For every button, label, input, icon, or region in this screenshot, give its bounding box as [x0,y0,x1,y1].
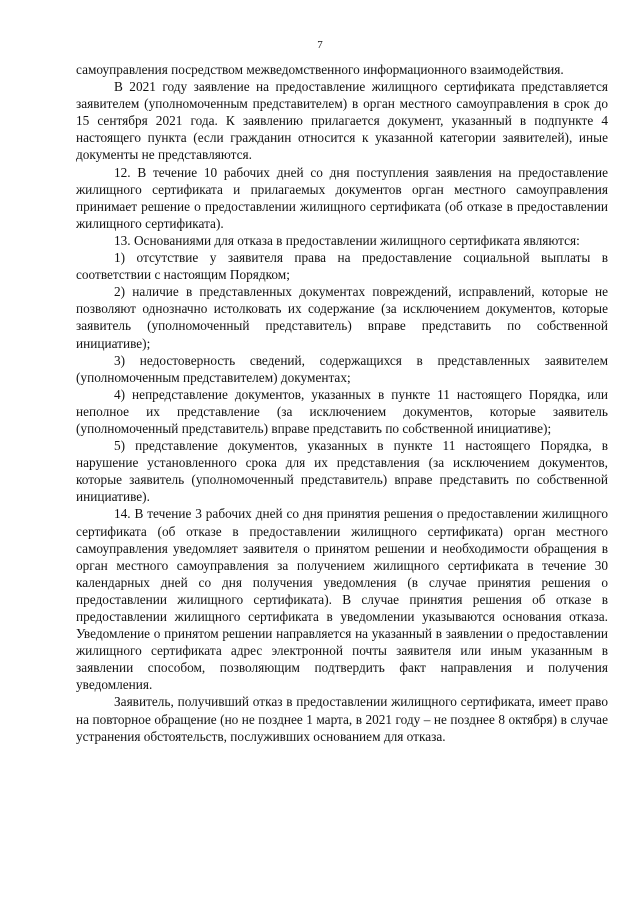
list-item-13-4: 4) непредставление документов, указанных в пункте 11 настоящего Порядка, или неполное их представление (за исключением документов, которые заявитель (уполномоченный представитель) вправе представить по собственной инициативе); [76,386,608,436]
paragraph-item-12: 12. В течение 10 рабочих дней со дня поступления заявления на предоставление жилищного сертификата и прилагаемых документов орган местного самоуправления принимает решение о предоставлении жилищного сертификата (об отказе в предоставлении жилищного сертификата). [76,164,608,231]
paragraph-repeat-application: Заявитель, получивший отказ в предоставлении жилищного сертификата, имеет право на повторное обращение (но не позднее 1 марта, в 2021 году – не позднее 8 октября) в случае устранения обстоятельств, послуживших основанием для отказа. [76,694,608,744]
list-item-13-5: 5) представление документов, указанных в пункте 11 настоящего Порядка, в нарушение установленного срока для их представления (за исключением документов, которые заявитель (уполномоченный представитель) вправе представить по собственной инициативе). [76,438,608,505]
paragraph-item-14: 14. В течение 3 рабочих дней со дня принятия решения о предоставлении жилищного сертификата (об отказе в предоставлении жилищного сертификата) орган местного самоуправления уведомляет заявителя о принятом решении и необходимости обращения в орган местного самоуправления за получением жилищного сертификата в течение 30 календарных дней со дня получения уведомления (в случае принятия решения о предоставлении жилищного сертификата). В случае принятия решения об отказе в предоставлении жилищного сертификата в уведомлении указываются основания отказа. Уведомление о принятом решении направляется на указанный в заявлении о предоставлении жилищного сертификата адрес электронной почты заявителя или иным указанным в заявлении способом, позволяющим подтвердить факт направления и получения уведомления. [76,506,608,693]
paragraph-2021-application: В 2021 году заявление на предоставление жилищного сертификата представляется заявителем (уполномоченным представителем) в орган местного самоуправления в срок до 15 сентября 2021 года. К заявлению прилагается документ, указанный в подпункте 4 настоящего пункта (если гражданин относится к указанной категории заявителей), иные документы не представляются. [76,79,608,163]
paragraph-continuation: самоуправления посредством межведомственного информационного взаимодействия. [76,62,564,77]
list-item-13-3: 3) недостоверность сведений, содержащихся в представленных заявителем (уполномоченным представителем) документах; [76,352,608,385]
list-item-13-2: 2) наличие в представленных документах повреждений, исправлений, которые не позволяют однозначно истолковать их содержание (за исключением документов, которые заявитель (уполномоченный представитель) вправе представить по собственной инициативе); [76,284,608,351]
list-item-13-1: 1) отсутствие у заявителя права на предоставление социальной выплаты в соответствии с настоящим Порядком; [76,250,608,283]
paragraph-item-13: 13. Основаниями для отказа в предоставлении жилищного сертификата являются: [114,232,580,248]
page-number: 7 [317,39,323,51]
document-body [76,61,608,745]
